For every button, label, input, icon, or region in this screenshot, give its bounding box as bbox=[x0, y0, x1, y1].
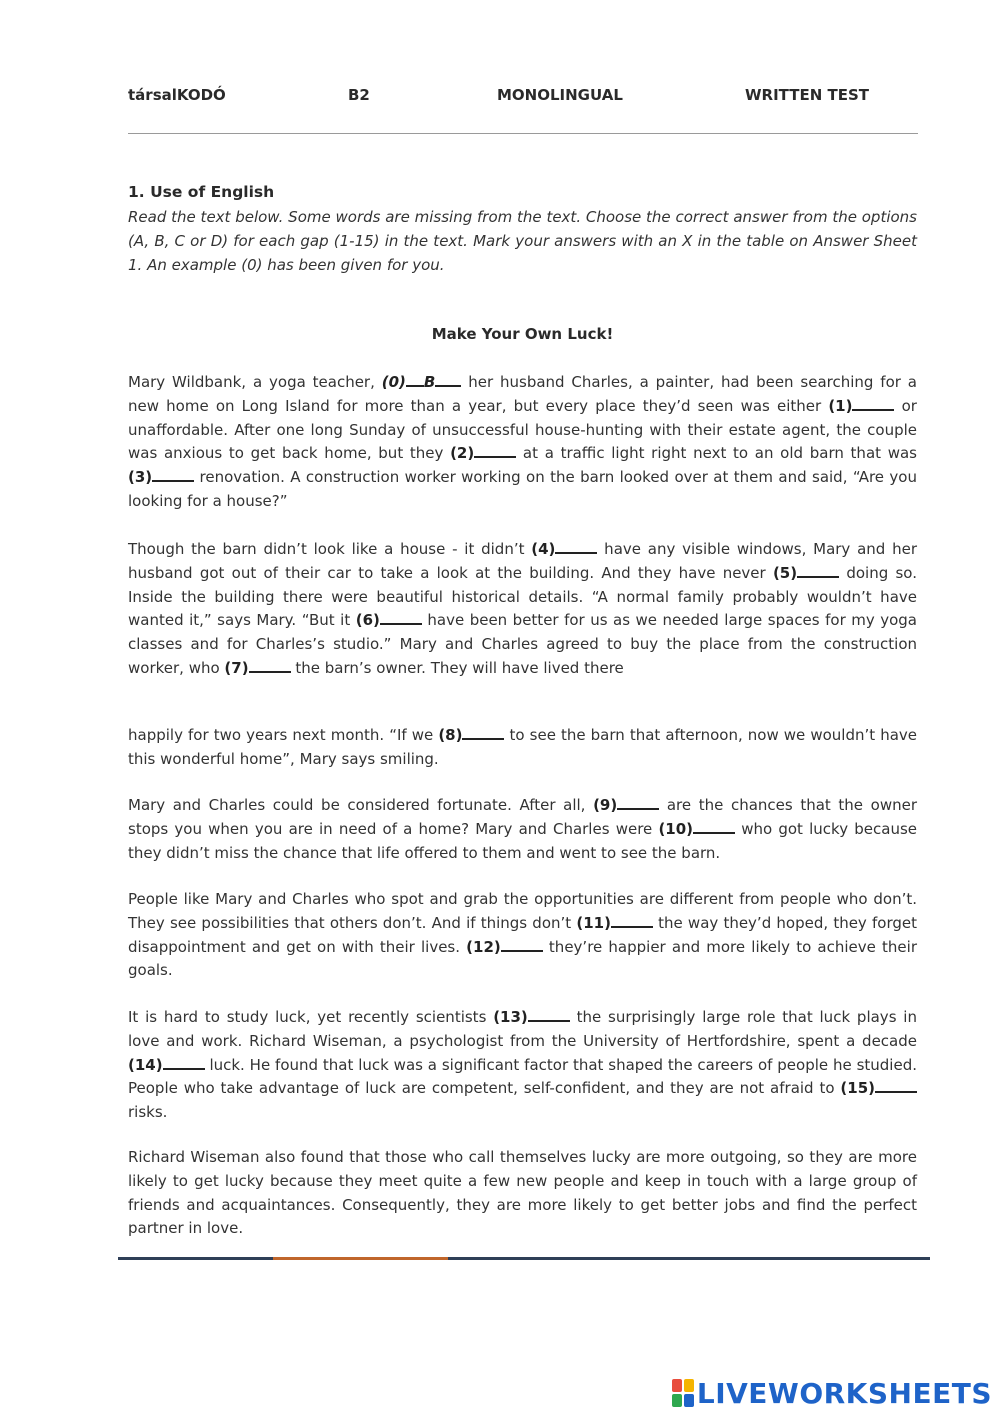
paragraph-7: Richard Wiseman also found that those who call themselves lucky are more outgoing, so they are more likely to get lucky because they meet quite a few new people and keep in touch with a large group of friends and acquaintances. Consequently, they are more likely to get better jobs and find the perfect partner in love. bbox=[128, 1148, 917, 1238]
watermark-text: LIVEWORKSHEETS bbox=[696, 1376, 992, 1410]
gap-14[interactable]: (14) bbox=[128, 1056, 205, 1074]
gap-1[interactable]: (1) bbox=[828, 397, 894, 415]
header-divider bbox=[128, 133, 918, 134]
paragraph-6: It is hard to study luck, yet recently scientists (13) the surprisingly large role that luck plays in love and work. Richard Wiseman, a psychologist from the University of Hertfordshire, spent a decade (14) luck. He found that luck was a significant factor that shaped the careers of people he studied. People who take advantage of luck are competent, self-confident, and they are not afraid to (15) risks. bbox=[128, 1008, 917, 1122]
paragraph-1: Mary Wildbank, a yoga teacher, (0) B her husband Charles, a painter, had been searching for a new home on Long Island for more than a year, but every place they’d seen was either (1) or unaffordable. After one long Sunday of unsuccessful house-hunting with their estate agent, the couple was anxious to get back home, but they (2) at a traffic light right next to an old barn that was (3) renovation. A construction worker working on the barn looked over at them and said, “Are you looking for a house?” bbox=[128, 373, 917, 510]
gap-9[interactable]: (9) bbox=[593, 796, 659, 814]
test-name-label: WRITTEN TEST bbox=[745, 86, 870, 104]
gap-8[interactable]: (8) bbox=[438, 726, 504, 744]
gap-6[interactable]: (6) bbox=[356, 611, 422, 629]
paragraph-3: happily for two years next month. “If we (8) to see the barn that afternoon, now we wouldn’t have this wonderful home”, Mary says smiling. bbox=[128, 726, 917, 768]
section-title: 1. Use of English bbox=[128, 183, 275, 201]
gap-15[interactable]: (15) bbox=[840, 1079, 917, 1097]
gap-4[interactable]: (4) bbox=[531, 540, 597, 558]
gap-5[interactable]: (5) bbox=[773, 564, 839, 582]
test-type-label: MONOLINGUAL bbox=[497, 86, 623, 104]
gap-11[interactable]: (11) bbox=[576, 914, 653, 932]
paragraph-4: Mary and Charles could be considered fortunate. After all, (9) are the chances that the owner stops you when you are in need of a home? Mary and Charles were (10) who got lucky because they didn’t miss the chance that life offered to them and went to see the barn. bbox=[128, 796, 918, 862]
gap-13[interactable]: (13) bbox=[493, 1008, 570, 1026]
gap-0: (0) B bbox=[382, 373, 462, 391]
paragraph-2: Though the barn didn’t look like a house - it didn’t (4) have any visible windows, Mary and her husband got out of their car to take a look at the building. And they have never (5) doing so. Inside the building there were beautiful historical details. “A normal family probably wouldn’t have wanted it,” says Mary. “But it (6) have been better for us as we needed large spaces for my yoga classes and for Charles’s studio.” Mary and Charles agreed to buy the place from the construction worker, who (7) the barn’s owner. They will have lived there bbox=[128, 540, 917, 677]
level-label: B2 bbox=[348, 86, 370, 104]
gap-10[interactable]: (10) bbox=[658, 820, 735, 838]
gap-0-answer: B bbox=[423, 373, 436, 391]
text-title: Make Your Own Luck! bbox=[431, 325, 614, 343]
instructions: Read the text below. Some words are missing from the text. Choose the correct answer from the options (A, B, C or D) for each gap (1-15) in the text. Mark your answers with an X in the table on Answer Sheet 1. An example (0) has been given for you. bbox=[128, 208, 917, 275]
liveworksheets-icon bbox=[672, 1379, 694, 1407]
brand-name: társalKODÓ bbox=[128, 86, 226, 104]
gap-7[interactable]: (7) bbox=[224, 659, 290, 677]
gap-2[interactable]: (2) bbox=[450, 444, 516, 462]
paragraph-5: People like Mary and Charles who spot and grab the opportunities are different from people who don’t. They see possibilities that others don’t. And if things don’t (11) the way they’d hoped, they forget disappointment and get on with their lives. (12) they’re happier and more likely to achieve their goals. bbox=[128, 890, 917, 980]
gap-12[interactable]: (12) bbox=[466, 938, 543, 956]
footer-divider bbox=[118, 1257, 930, 1260]
gap-3[interactable]: (3) bbox=[128, 468, 194, 486]
page-header bbox=[128, 86, 918, 110]
liveworksheets-logo bbox=[672, 1376, 992, 1410]
